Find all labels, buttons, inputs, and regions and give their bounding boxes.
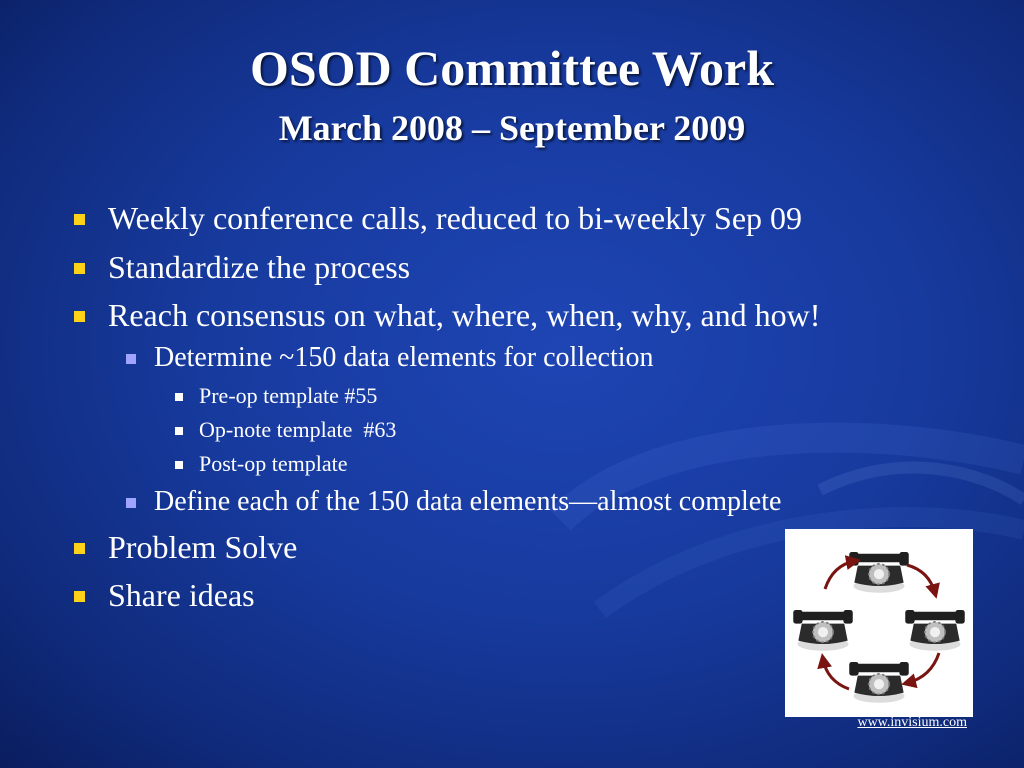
bullet-square-icon — [175, 427, 183, 435]
slide-title: OSOD Committee Work — [249, 40, 775, 96]
sub-sub-bullet-item — [199, 417, 396, 443]
bullet-square-icon — [126, 354, 136, 364]
bullet-text: Define each of the 150 data elements—almost complete — [154, 486, 782, 517]
bullet-text: Reach consensus on what, where, when, why, and how! — [108, 297, 821, 333]
bullet-text: Pre-op template #55 — [199, 383, 378, 408]
bullet-text: Problem Solve — [108, 529, 298, 565]
bullet-square-icon — [126, 498, 136, 508]
bullet-square-icon — [175, 393, 183, 401]
bullet-text: Op-note template #63 — [199, 417, 397, 442]
slide-subtitle: March 2008 – September 2009 — [278, 108, 746, 148]
bullet-text: Determine ~150 data elements for collection — [154, 342, 654, 373]
bullet-item — [108, 577, 255, 613]
website-link[interactable]: www.invisium.com — [857, 715, 967, 730]
bullet-item — [108, 200, 802, 236]
bullet-square-icon — [74, 591, 85, 602]
bullet-text: Share ideas — [108, 577, 255, 613]
sub-bullet-item — [154, 486, 781, 518]
sub-bullet-item — [154, 342, 654, 374]
bullet-square-icon — [74, 311, 85, 322]
rotary-phones-cycle-image — [785, 529, 973, 717]
rotary-phones-cycle-icon — [785, 529, 973, 717]
bullet-square-icon — [175, 461, 183, 469]
bullet-item — [108, 249, 410, 285]
bullet-text: Weekly conference calls, reduced to bi-weekly Sep 09 — [108, 200, 803, 236]
bullet-square-icon — [74, 543, 85, 554]
sub-sub-bullet-item — [199, 451, 347, 477]
bullet-item — [108, 529, 297, 565]
bullet-text: Standardize the process — [108, 249, 411, 285]
bullet-square-icon — [74, 263, 85, 274]
bullet-square-icon — [74, 214, 85, 225]
sub-sub-bullet-item — [199, 383, 377, 409]
bullet-item — [108, 297, 820, 333]
bullet-text: Post-op template — [199, 451, 348, 476]
